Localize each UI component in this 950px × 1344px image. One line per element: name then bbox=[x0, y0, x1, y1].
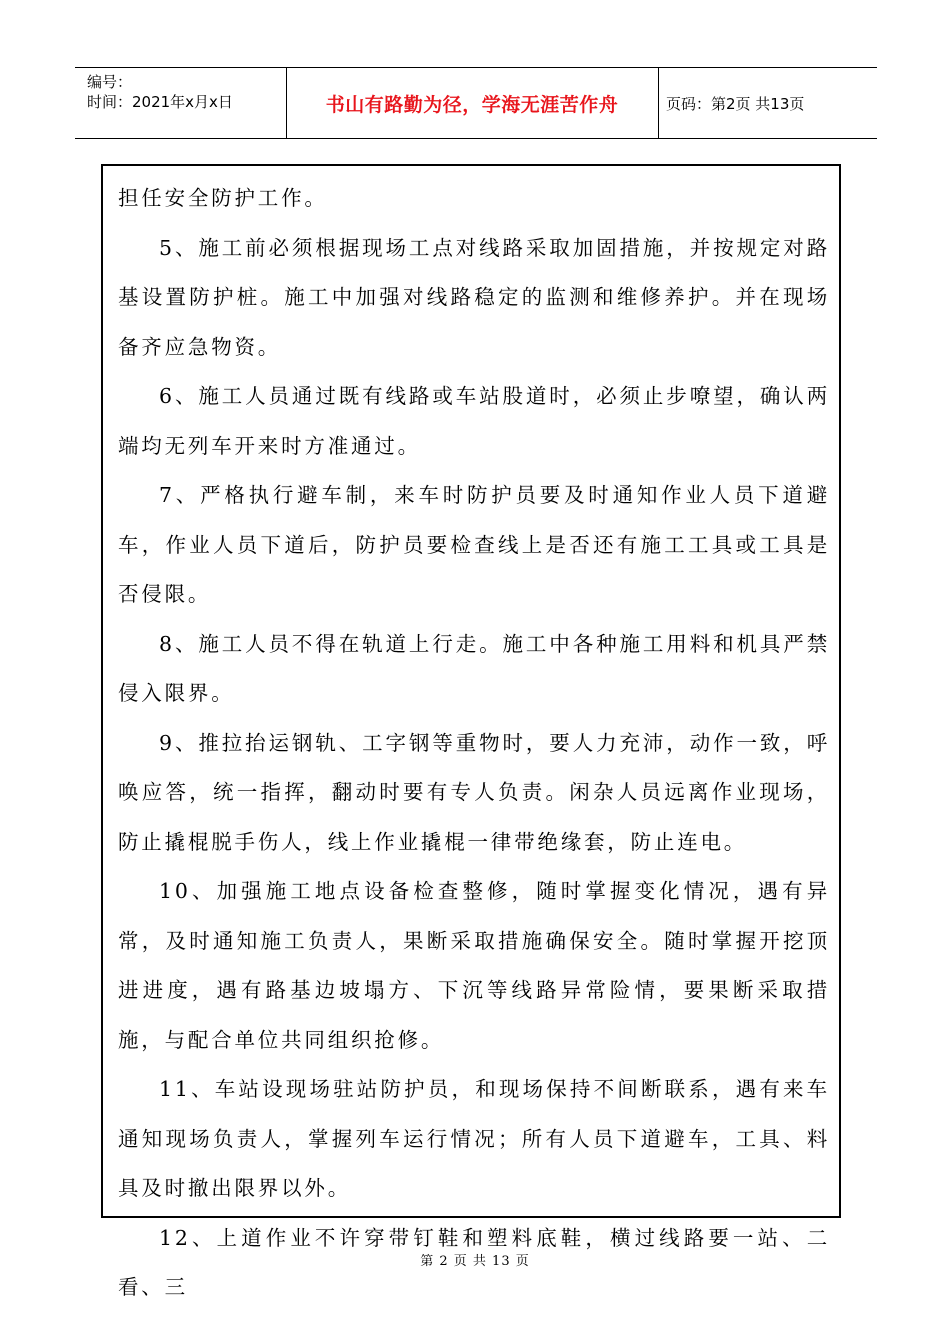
document-body bbox=[118, 174, 830, 1313]
paragraph-item-11: 11、车站设现场驻站防护员，和现场保持不间断联系，遇有来车通知现场负责人，掌握列车运行情况；所有人员下道避车，工具、料具及时撤出限界以外。 bbox=[118, 1077, 830, 1200]
paragraph-item-8: 8、施工人员不得在轨道上行走。施工中各种施工用料和机具严禁侵入限界。 bbox=[118, 631, 830, 705]
paragraph-item-12: 12、上道作业不许穿带钉鞋和塑料底鞋，横过线路要一站、二看、三 bbox=[118, 1225, 830, 1299]
paragraph-item-9: 9、推拉抬运钢轨、工字钢等重物时，要人力充沛，动作一致，呼唤应答，统一指挥，翻动时要有专人负责。闲杂人员远离作业现场，防止撬棍脱手伤人，线上作业撬棍一律带绝缘套，防止连电。 bbox=[118, 730, 830, 854]
paragraph-continuation: 担任安全防护工作。 bbox=[118, 186, 328, 210]
document-number-label: 编号： bbox=[87, 73, 133, 91]
paragraph-item-6: 6、施工人员通过既有线路或车站股道时，必须止步嘹望，确认两端均无列车开来时方准通过。 bbox=[118, 384, 830, 458]
document-time-label: 时间：2021年x月x日 bbox=[87, 93, 233, 111]
page-header bbox=[75, 67, 877, 139]
page-footer: 第 2 页 共 13 页 bbox=[420, 1254, 530, 1269]
paragraph-item-5: 5、施工前必须根据现场工点对线路采取加固措施，并按规定对路基设置防护桩。施工中加强对线路稳定的监测和维修养护。并在现场备齐应急物资。 bbox=[118, 235, 830, 359]
paragraph-item-10: 10、加强施工地点设备检查整修，随时掌握变化情况，遇有异常，及时通知施工负责人，果断采取措施确保安全。随时掌握开挖顶进进度，遇有路基边坡塌方、下沉等线路异常险情，要果断采取措施，与配合单位共同组织抢修。 bbox=[118, 879, 830, 1052]
paragraph-item-7: 7、严格执行避车制，来车时防护员要及时通知作业人员下道避车，作业人员下道后，防护员要检查线上是否还有施工工具或工具是否侵限。 bbox=[118, 483, 830, 606]
header-page-info: 页码：第2页 共13页 bbox=[666, 94, 805, 113]
header-divider-right bbox=[658, 68, 659, 138]
header-motto: 书山有路勤为径，学海无涯苦作舟 bbox=[325, 93, 619, 116]
header-meta bbox=[87, 72, 233, 112]
